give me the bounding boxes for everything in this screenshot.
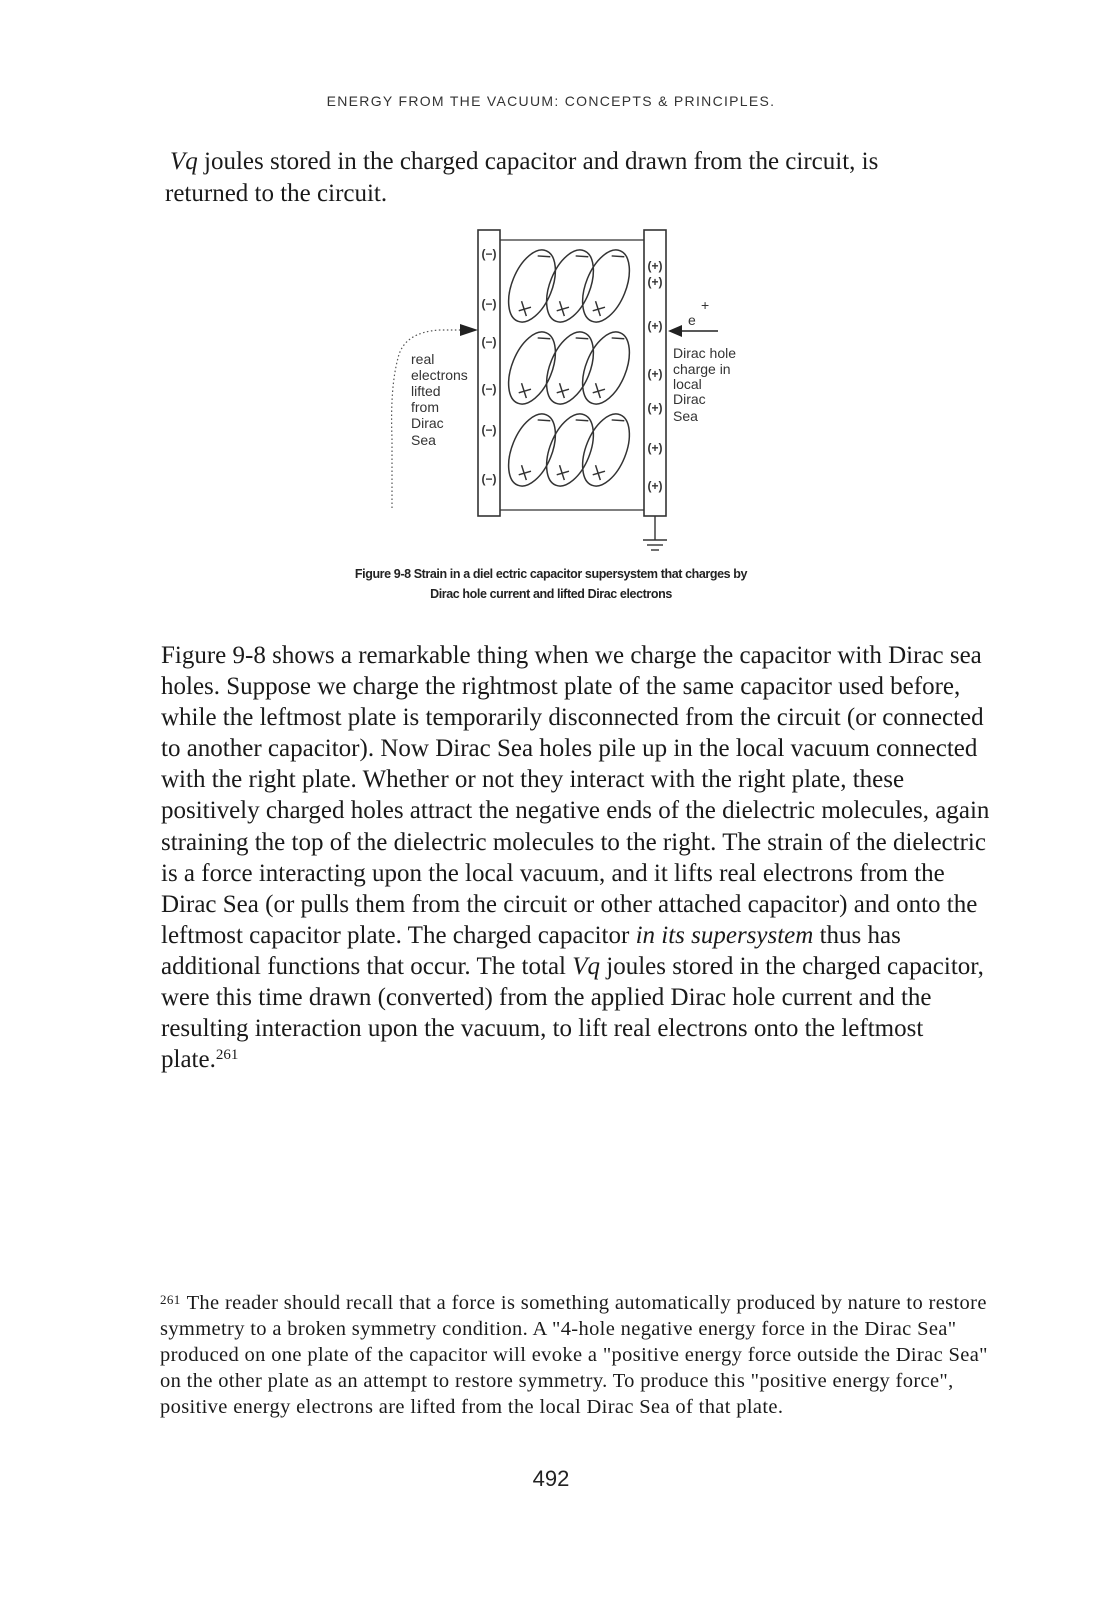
- plus-mark: [517, 383, 532, 398]
- minus-mark: [576, 334, 589, 342]
- figure-caption: [280, 564, 822, 604]
- intro-line-1: [165, 148, 878, 175]
- plus-mark: [517, 465, 532, 480]
- minus-mark: [538, 416, 551, 424]
- minus-mark: [612, 334, 625, 342]
- intro-line-2: returned to the circuit.: [165, 180, 388, 207]
- footnote-marker: 261: [160, 1292, 181, 1307]
- minus-mark: [612, 416, 625, 424]
- left-label-line: Sea: [411, 432, 436, 448]
- footnote: [160, 1290, 1005, 1420]
- dielectric-molecule: [499, 325, 565, 410]
- body-emphasis: in its supersystem: [635, 921, 814, 949]
- particle-sign: +: [701, 297, 710, 313]
- plus-mark: [555, 383, 570, 398]
- left-plate-sign: (−): [481, 423, 497, 437]
- dielectric-molecule: [499, 407, 565, 492]
- arrowhead-icon: [460, 324, 478, 336]
- minus-mark: [538, 252, 551, 260]
- plus-mark: [591, 465, 606, 480]
- right-plate-sign: (+): [647, 319, 663, 333]
- left-plate-sign: (−): [481, 297, 497, 311]
- arrowhead-icon: [668, 325, 682, 337]
- plus-mark: [591, 301, 606, 316]
- plus-mark: [555, 301, 570, 316]
- right-plate-sign: (+): [647, 441, 663, 455]
- left-plate-sign: (−): [481, 382, 497, 396]
- body-paragraph: [161, 640, 1001, 1075]
- variable-vq: Vq: [170, 148, 198, 175]
- right-label-line: Dirac: [673, 391, 706, 407]
- right-plate-sign: (+): [647, 275, 663, 289]
- minus-mark: [612, 252, 625, 260]
- right-plate-sign: (+): [647, 401, 663, 415]
- capacitor-diagram: [380, 228, 760, 558]
- left-label-line: real: [411, 351, 435, 367]
- right-label-line: local: [673, 376, 702, 392]
- right-label-line: Sea: [673, 408, 698, 424]
- running-head: ENERGY FROM THE VACUUM: CONCEPTS & PRINCIPLES.: [326, 93, 776, 109]
- left-label-line: Dirac: [411, 415, 444, 431]
- dielectric-molecule: [499, 243, 565, 328]
- left-label-line: electrons: [411, 367, 468, 383]
- caption-line-2: Dirac hole current and lifted Dirac electrons: [430, 587, 672, 601]
- right-label-line: Dirac hole: [673, 345, 737, 361]
- minus-mark: [576, 416, 589, 424]
- right-label-line: charge in: [673, 361, 731, 377]
- intro-paragraph: [165, 146, 985, 210]
- particle-symbol: e: [688, 312, 696, 328]
- left-plate-sign: (−): [481, 335, 497, 349]
- left-plate-sign: (−): [481, 472, 497, 486]
- footnote-reference[interactable]: 261: [215, 1047, 239, 1064]
- dielectric-molecules: [499, 243, 639, 492]
- plus-mark: [517, 301, 532, 316]
- left-label-line: from: [411, 399, 439, 415]
- body-text-part-1: Figure 9-8 shows a remarkable thing when we charge the capacitor with Dirac sea holes. Suppose we charge the rightmost plate of the same capacitor used before, while the leftmost plate is temporarily disconnected from the circuit (or connected to another capacitor). Now Dirac Sea holes pile up in the local vacuum connected with the right plate. Whether or not they interact with the right plate, these positively charged holes attract the negative ends of the dielectric molecules, again straining the top of the dielectric molecules to the right. The strain of the dielectric is a force interacting upon the local vacuum, and it lifts real electrons from the Dirac Sea (or pulls them from the circuit or other attached capacitor) and onto the leftmost capacitor plate. The charged capacitor: [161, 642, 990, 949]
- body-text-part-2: thus has additional functions that occur. The total: [161, 921, 901, 980]
- footnote-text: The reader should recall that a force is something automatically produced by nature to restore symmetry to a broken symmetry condition. A "4-hole negative energy force in the Dirac Sea" produced on one plate of the capacitor will evoke a "positive energy force outside the Dirac Sea" on the other plate as an attempt to restore symmetry. To produce this "positive energy force", positive energy electrons are lifted from the local Dirac Sea of that plate.: [160, 1292, 988, 1418]
- minus-mark: [576, 252, 589, 260]
- plus-mark: [555, 465, 570, 480]
- left-label-line: lifted: [411, 383, 441, 399]
- right-plate-sign: (+): [647, 479, 663, 493]
- minus-mark: [538, 334, 551, 342]
- intro-line-1-text: joules stored in the charged capacitor and drawn from the circuit, is: [197, 148, 879, 175]
- page-number: 492: [532, 1466, 570, 1491]
- right-plate-sign: (+): [647, 259, 663, 273]
- plus-mark: [591, 383, 606, 398]
- right-plate-sign: (+): [647, 367, 663, 381]
- ground-icon: [643, 540, 667, 550]
- variable-vq: Vq: [572, 952, 601, 980]
- figure-9-8: [380, 228, 760, 558]
- left-plate-sign: (−): [481, 247, 497, 261]
- caption-line-1: Figure 9-8 Strain in a diel ectric capacitor supersystem that charges by: [354, 567, 748, 581]
- body-text-part-3: joules stored in the charged capacitor, were this time drawn (converted) from the applied Dirac hole current and the resulting interaction upon the vacuum, to lift real electrons onto the leftmost plate.: [161, 952, 984, 1074]
